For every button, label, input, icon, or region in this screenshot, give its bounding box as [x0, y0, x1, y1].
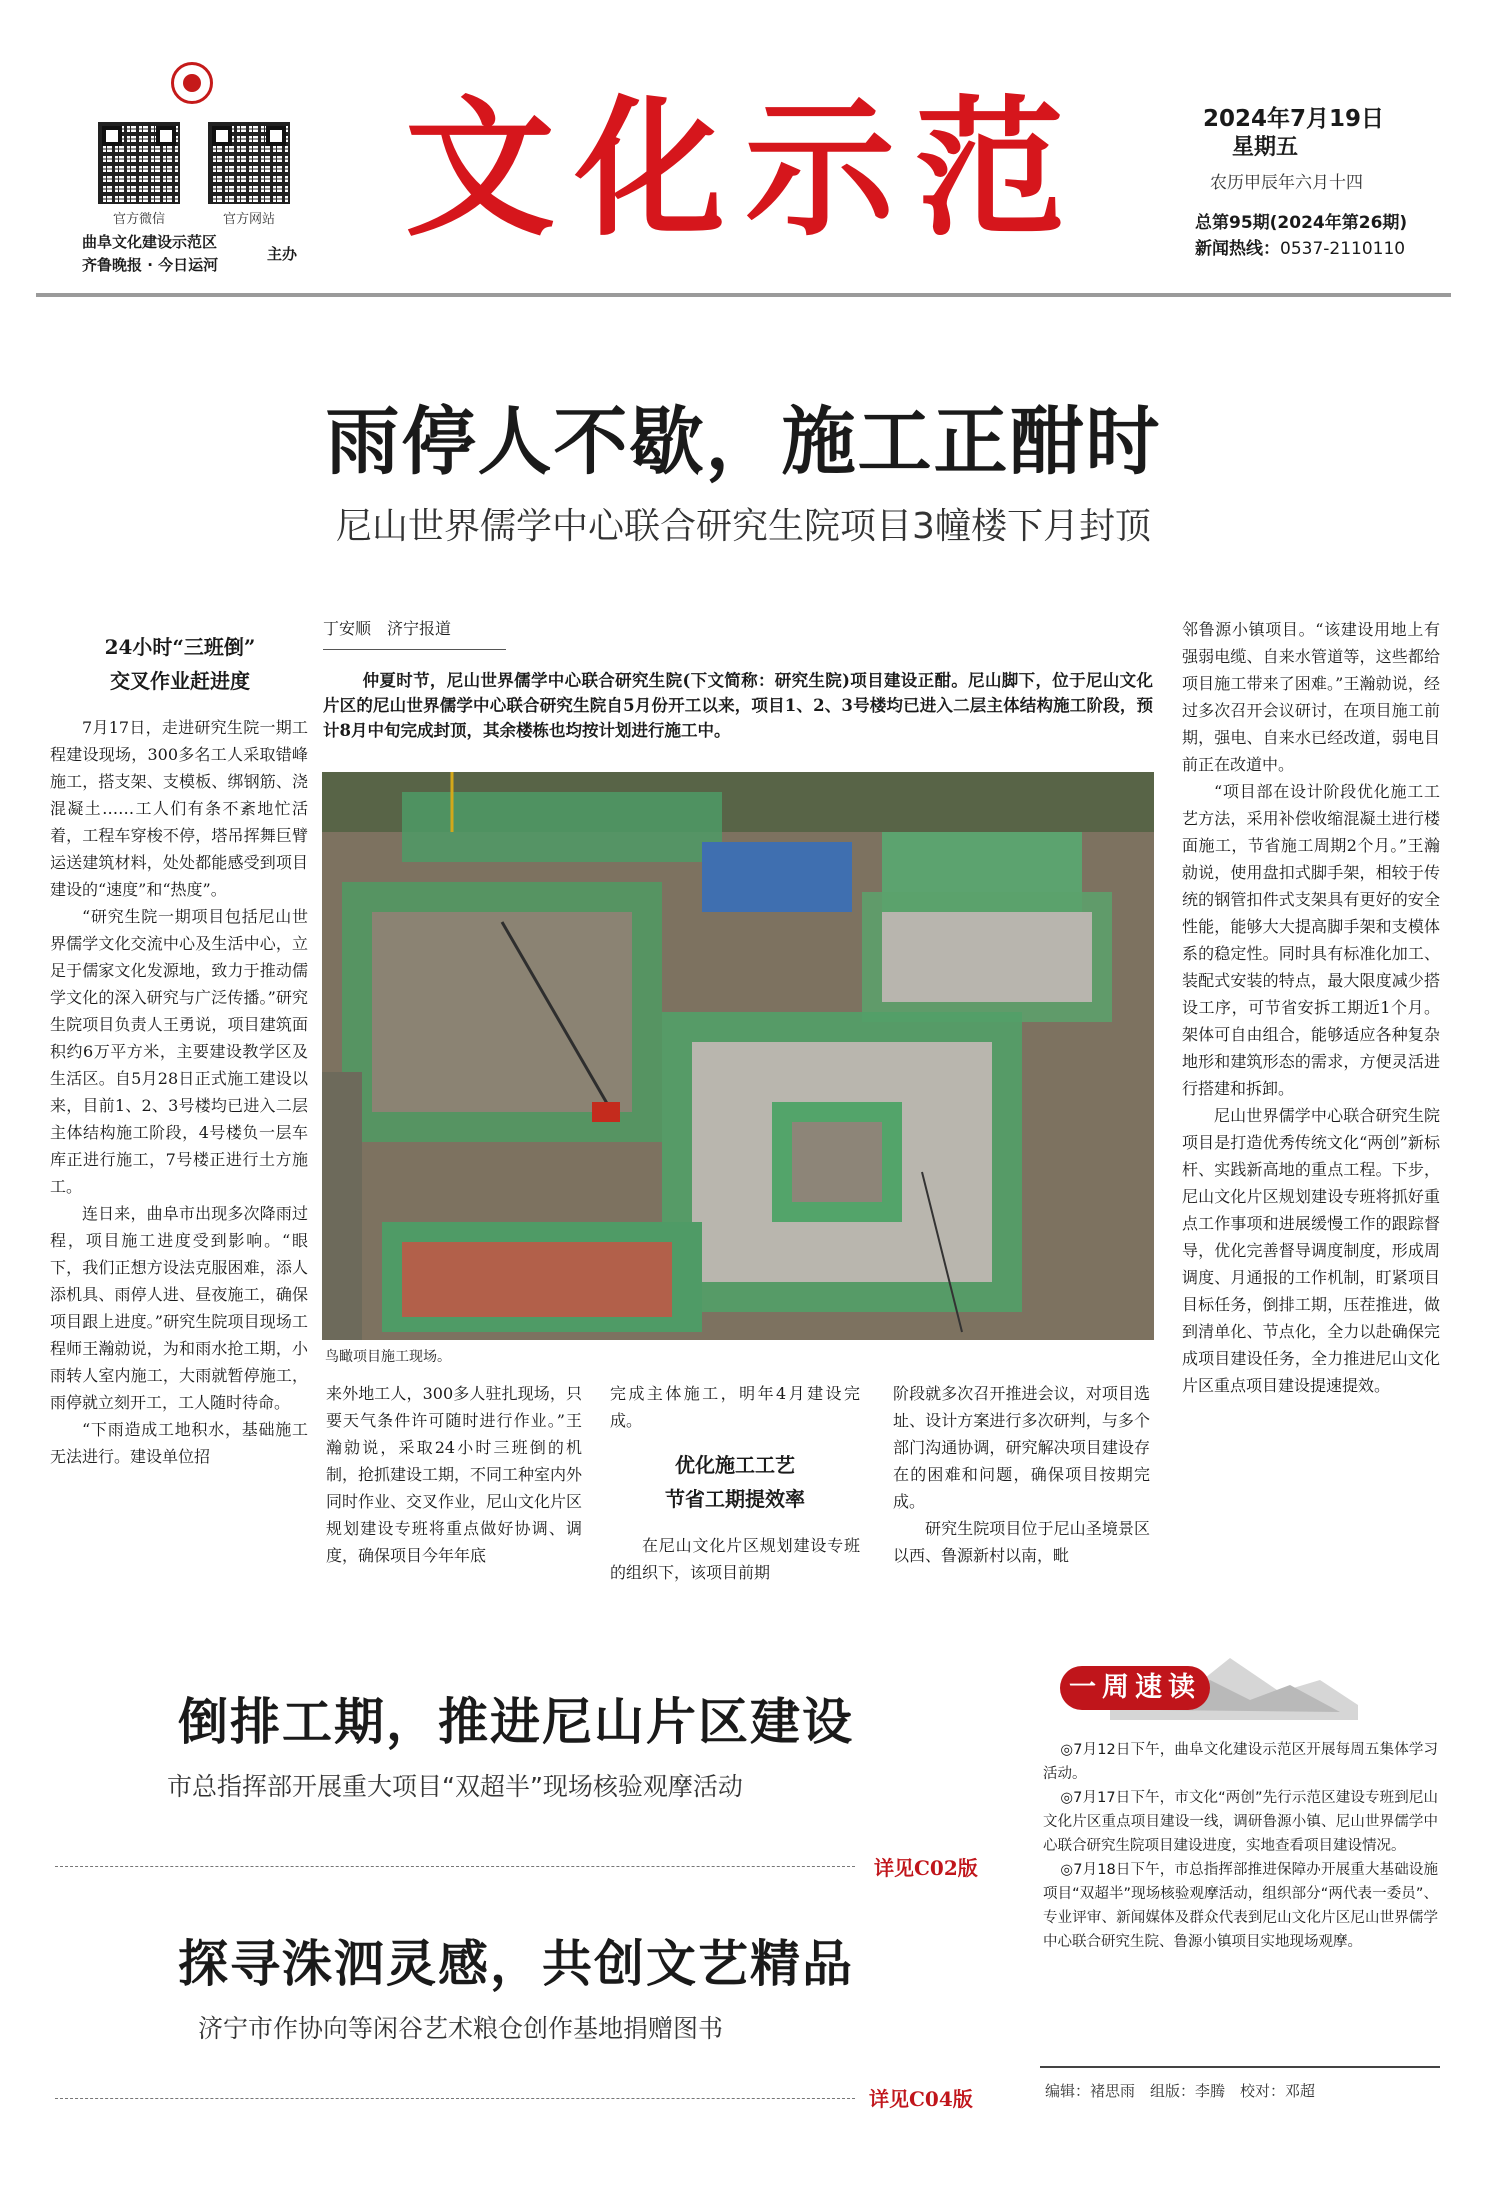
promo-1-dashline	[55, 1866, 855, 1867]
column-2	[326, 1380, 582, 1569]
col1-subhead-line2: 交叉作业赶进度	[110, 669, 250, 693]
issue-number: 总第95期(2024年第26期)	[1195, 213, 1408, 233]
byline: 丁安顺 济宁报道	[323, 619, 452, 638]
col3-subhead-line1: 优化施工工艺	[675, 1453, 795, 1477]
weekly-brief-item: ◎7月12日下午，曲阜文化建设示范区开展每周五集体学习活动。	[1043, 1742, 1438, 1782]
main-subheadline: 尼山世界儒学中心联合研究生院项目3幢楼下月封顶	[336, 506, 1151, 547]
col1-subhead-line1: 24小时“三班倒”	[104, 635, 256, 659]
aerial-construction-illustration	[322, 772, 1154, 1340]
col1-paragraph: “下雨造成工地积水，基础施工无法进行。建设单位招	[50, 1420, 308, 1466]
masthead-rule	[36, 293, 1451, 297]
weekly-brief-title: 一周速读	[1060, 1666, 1210, 1710]
col5-paragraph: “项目部在设计阶段优化施工工艺方法，采用补偿收缩混凝土进行楼面施工，节省施工周期2个月。”王瀚勍说，使用盘扣式脚手架，相较于传统的钢管扣件式支架具有更好的安全性能，能够大大提高脚手架和支模体系的稳定性。同时具有标准化加工、装配式安装的特点，最大限度减少搭设工序，可节省安拆工期近1个月。架体可自由组合，能够适应各种复杂地形和建筑形态的需求，方便灵活进行搭建和拆卸。	[1182, 782, 1440, 1098]
column-3	[610, 1380, 860, 1434]
col1-paragraph: 连日来，曲阜市出现多次降雨过程，项目施工进度受到影响。“眼下，我们正想方设法克服困难，添人添机具、雨停人进、昼夜施工，确保项目跟上进度。”研究生院项目现场工程师王瀚勍说，为和雨水抢工期，小雨转人室内施工，大雨就暂停施工，雨停就立刻开工，工人随时待命。	[50, 1204, 308, 1412]
construction-site-photo	[322, 772, 1154, 1340]
wechat-qr-code[interactable]	[98, 122, 180, 204]
column-4	[893, 1380, 1150, 1569]
issue-weekday: 星期五	[1232, 135, 1299, 160]
col1-subhead	[50, 630, 310, 698]
masthead-logo	[171, 62, 213, 104]
website-qr-code[interactable]	[208, 122, 290, 204]
sponsor-2: 齐鲁晚报 · 今日运河	[82, 256, 219, 274]
promo-1-see-more-link[interactable]: 详见C02版	[874, 1856, 978, 1880]
promo-2-dashline	[55, 2098, 855, 2099]
column-1	[50, 714, 308, 1470]
col5-paragraph: 邻鲁源小镇项目。“该建设用地上有强弱电缆、自来水管道等，这些都给项目施工带来了困难。”王瀚勍说，经过多次召开会议研讨，在项目施工前期，强电、自来水已经改道，弱电目前正在改道中。	[1182, 620, 1440, 774]
col5-paragraph: 尼山世界儒学中心联合研究生院项目是打造优秀传统文化“两创”新标杆、实践新高地的重点工程。下步，尼山文化片区规划建设专班将抓好重点工作事项和进展缓慢工作的跟踪督导，优化完善督导调度制度，形成周调度、月通报的工作机制，盯紧项目目标任务，倒排工期，压茬推进，做到清单化、节点化，全力以赴确保完成项目建设任务，全力推进尼山文化片区重点项目建设提速提效。	[1182, 1106, 1440, 1395]
sponsor-1: 曲阜文化建设示范区	[82, 233, 218, 251]
promo-2-see-more-link[interactable]: 详见C04版	[869, 2087, 973, 2111]
column-3-continued	[610, 1532, 860, 1586]
promo-2-title[interactable]: 探寻洙泗灵感，共创文艺精品	[178, 1934, 854, 1993]
weekly-brief-banner	[1040, 1650, 1358, 1720]
hotline-label: 新闻热线：	[1195, 239, 1280, 259]
masthead-title: 文化示范	[404, 83, 1085, 257]
col3-paragraph: 在尼山文化片区规划建设专班的组织下，该项目前期	[610, 1536, 860, 1582]
column-5	[1182, 616, 1440, 1399]
promo-2-subtitle: 济宁市作协向等闲谷艺术粮仓创作基地捐赠图书	[198, 2014, 724, 2043]
page-credits: 编辑：褚思雨 组版：李腾 校对：邓超	[1045, 2082, 1316, 2100]
lunar-date: 农历甲辰年六月十四	[1210, 173, 1363, 193]
weekly-brief-item: ◎7月18日下午，市总指挥部推进保障办开展重大基础设施项目“双超半”现场核验观摩活动，组织部分“两代表一委员”、专业评审、新闻媒体及群众代表到尼山文化片区尼山世界儒学中心联合研究生院、鲁源小镇项目实地现场观摩。	[1043, 1862, 1438, 1950]
promo-1-subtitle: 市总指挥部开展重大项目“双超半”现场核验观摩活动	[167, 1772, 743, 1801]
col4-paragraph: 研究生院项目位于尼山圣境景区以西、鲁源新村以南，毗	[893, 1519, 1150, 1565]
sponsor-role: 主办	[267, 245, 298, 263]
hotline-number: 0537-2110110	[1280, 239, 1406, 259]
col1-paragraph: 7月17日，走进研究生院一期工程建设现场，300多名工人采取错峰施工，搭支架、支模板、绑钢筋、浇混凝土……工人们有条不紊地忙活着，工程车穿梭不停，塔吊挥舞巨臂运送建筑材料，处处都能感受到项目建设的“速度”和“热度”。	[50, 718, 308, 899]
promo-1-title[interactable]: 倒排工期，推进尼山片区建设	[178, 1692, 854, 1751]
weekly-brief-item: ◎7月17日下午，市文化“两创”先行示范区建设专班到尼山文化片区重点项目建设一线，调研鲁源小镇、尼山世界儒学中心联合研究生院项目建设进度，实地查看项目建设情况。	[1043, 1790, 1438, 1854]
lead-paragraph: 仲夏时节，尼山世界儒学中心联合研究生院(下文简称：研究生院)项目建设正酣。尼山脚下，位于尼山文化片区的尼山世界儒学中心联合研究生院自5月份开工以来，项目1、2、3号楼均已进入二层主体结构施工阶段，预计8月中旬完成封顶，其余楼栋也均按计划进行施工中。	[323, 671, 1153, 740]
col2-paragraph: 来外地工人，300多人驻扎现场，只要天气条件许可随时进行作业。”王瀚勍说，采取24小时三班倒的机制，抢抓建设工期，不同工种室内外同时作业、交叉作业，尼山文化片区规划建设专班将重点做好协调、调度，确保项目今年年底	[326, 1384, 583, 1565]
col3-subhead	[610, 1448, 860, 1516]
col3-paragraph: 完成主体施工，明年4月建设完成。	[610, 1384, 860, 1430]
photo-caption: 鸟瞰项目施工现场。	[325, 1349, 451, 1365]
byline-rule	[323, 649, 506, 650]
col1-paragraph: “研究生院一期项目包括尼山世界儒学文化交流中心及生活中心，立足于儒家文化发源地，致力于推动儒学文化的深入研究与广泛传播。”研究生院项目负责人王勇说，项目建筑面积约6万平方米，主要建设教学区及生活区。自5月28日正式施工建设以来，目前1、2、3号楼均已进入二层主体结构施工阶段，4号楼负一层车库正进行施工，7号楼正进行土方施工。	[50, 907, 308, 1196]
qr-label-wechat: 官方微信	[112, 212, 165, 227]
col3-subhead-line2: 节省工期提效率	[665, 1487, 805, 1511]
main-headline: 雨停人不歇，施工正酣时	[325, 399, 1162, 485]
qr-label-website: 官方网站	[222, 212, 275, 227]
credits-rule	[1040, 2066, 1440, 2068]
col4-paragraph: 阶段就多次召开推进会议，对项目选址、设计方案进行多次研判，与多个部门沟通协调，研究解决项目建设存在的困难和问题，确保项目按期完成。	[893, 1384, 1150, 1511]
hotline	[1195, 234, 1405, 259]
issue-date: 2024年7月19日	[1203, 106, 1385, 132]
weekly-brief-list	[1043, 1738, 1438, 1954]
